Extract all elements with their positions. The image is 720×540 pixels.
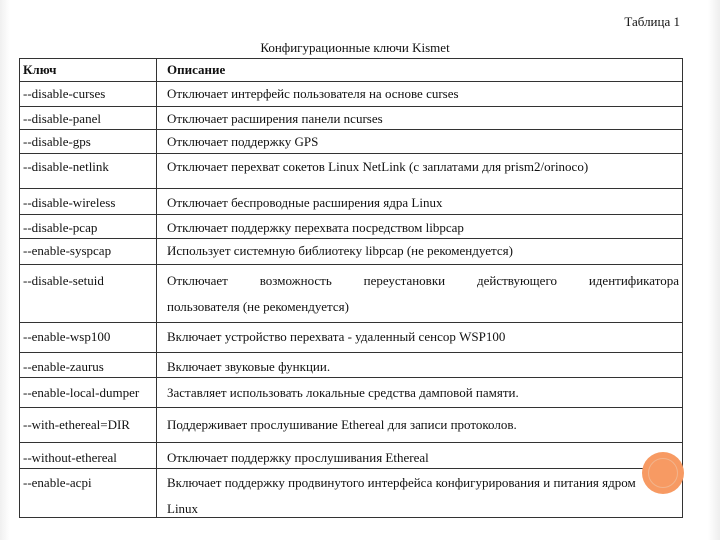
table-caption (0, 40, 720, 56)
row-description: Отключает беспроводные расширения ядра Linux (157, 189, 683, 215)
table-number-label: Таблица 1 (624, 14, 680, 29)
header-key: Ключ (20, 59, 157, 82)
row-key: --enable-wsp100 (20, 323, 157, 353)
row-description (157, 469, 683, 518)
row-description: Заставляет использовать локальные средства дамповой памяти. (157, 378, 683, 408)
table-row (20, 154, 683, 189)
row-description: Включает устройство перехвата - удаленный сенсор WSP100 (157, 323, 683, 353)
table-caption-text: Конфигурационные ключи Kismet (260, 40, 450, 55)
row-key: --disable-pcap (20, 215, 157, 239)
row-key: --disable-netlink (20, 154, 157, 189)
right-edge-shadow (708, 0, 720, 540)
row-description-line2: пользователя (не рекомендуется) (167, 299, 349, 314)
row-key: --disable-wireless (20, 189, 157, 215)
row-key: --enable-syspcap (20, 239, 157, 265)
orange-circle-inner-ring (648, 458, 678, 488)
row-description-line2: Linux (167, 501, 199, 516)
row-description (157, 265, 683, 323)
table-row (20, 378, 683, 408)
row-key: --disable-panel (20, 107, 157, 130)
header-description: Описание (157, 59, 683, 82)
row-key: --without-ethereal (20, 443, 157, 469)
table-header-row (20, 59, 683, 82)
table-row (20, 353, 683, 378)
row-description: Отключает поддержку перехвата посредством libpcap (157, 215, 683, 239)
table-row (20, 82, 683, 107)
config-keys-table (19, 58, 683, 518)
row-description: Отключает поддержку прослушивания Ethereal (157, 443, 683, 469)
table-row (20, 239, 683, 265)
row-description: Поддерживает прослушивание Ethereal для записи протоколов. (157, 408, 683, 443)
table-row (20, 130, 683, 154)
row-description: Включает звуковые функции. (157, 353, 683, 378)
row-description: Отключает интерфейс пользователя на основе curses (157, 82, 683, 107)
table-row (20, 265, 683, 323)
row-description: Отключает поддержку GPS (157, 130, 683, 154)
row-key: --disable-curses (20, 82, 157, 107)
row-description: Отключает расширения панели ncurses (157, 107, 683, 130)
table-row (20, 323, 683, 353)
row-key: --disable-setuid (20, 265, 157, 323)
table-row (20, 443, 683, 469)
row-description: Отключает перехват сокетов Linux NetLink (с заплатами для prism2/orinoco) (157, 154, 683, 189)
row-description-line1: Отключает возможность переустановки действующего идентификатора (167, 273, 679, 288)
row-description: Использует системную библиотеку libpcap (не рекомендуется) (157, 239, 683, 265)
table-row (20, 189, 683, 215)
left-edge-shadow (0, 0, 10, 540)
row-key: --enable-zaurus (20, 353, 157, 378)
row-description-line1: Включает поддержку продвинутого интерфейса конфигурирования и питания ядром (167, 475, 636, 490)
table-row (20, 408, 683, 443)
row-key: --disable-gps (20, 130, 157, 154)
row-key: --enable-acpi (20, 469, 157, 518)
table-row (20, 469, 683, 518)
row-key: --with-ethereal=DIR (20, 408, 157, 443)
table-row (20, 215, 683, 239)
row-key: --enable-local-dumper (20, 378, 157, 408)
table-row (20, 107, 683, 130)
